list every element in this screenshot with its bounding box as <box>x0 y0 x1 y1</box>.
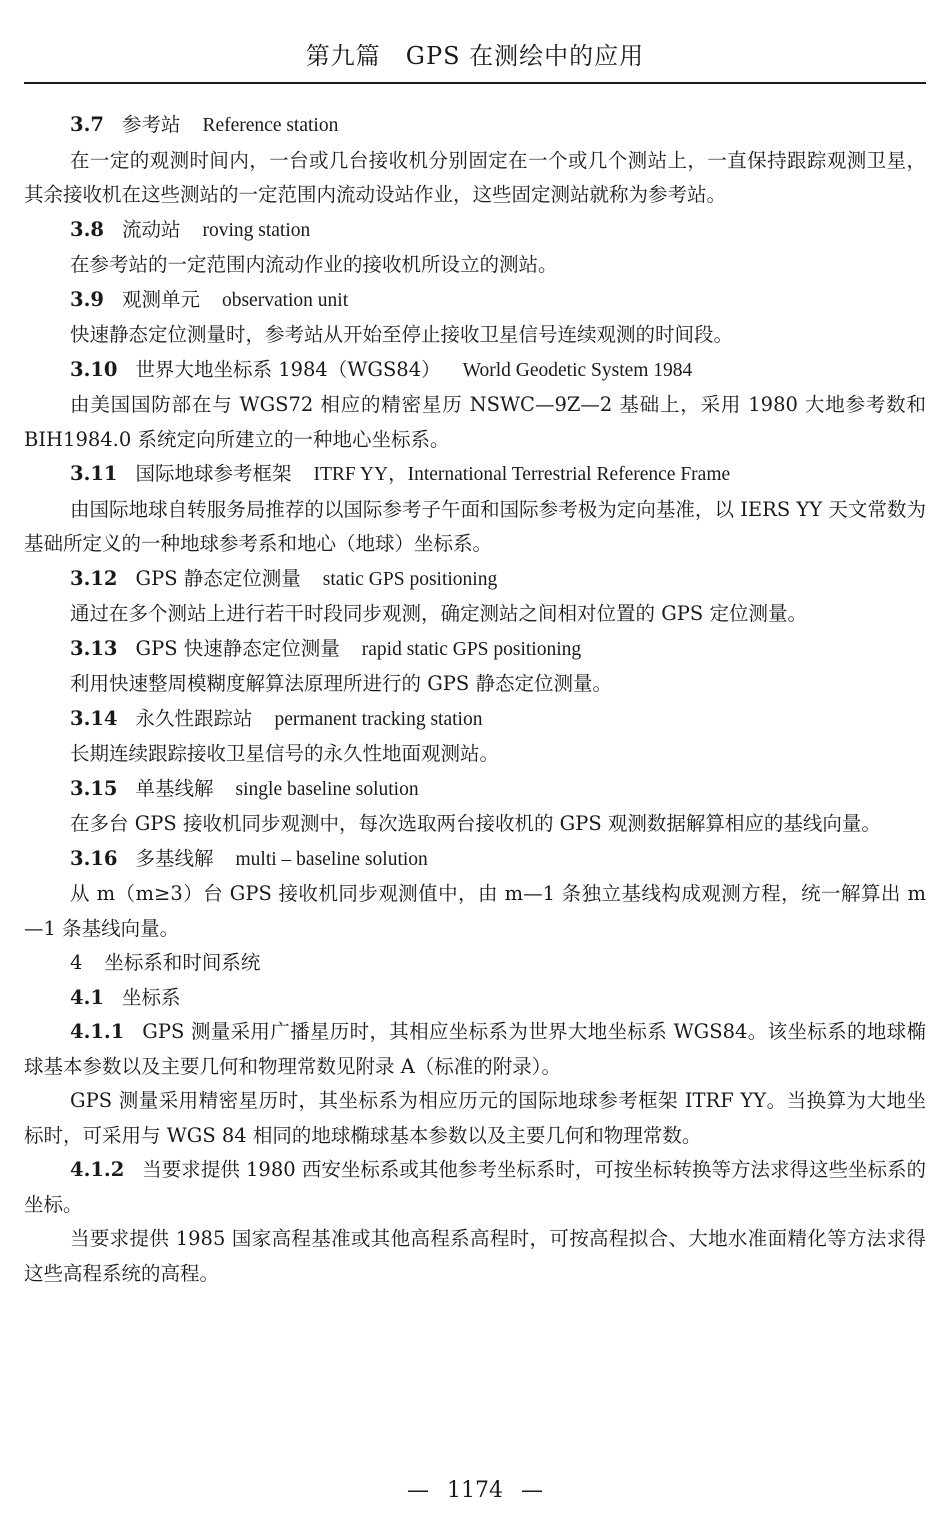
term-chinese: 多基线解 <box>135 846 214 870</box>
term-english: observation unit <box>221 289 349 311</box>
page-number: 1174 <box>447 1478 503 1503</box>
page-footer <box>0 1478 950 1503</box>
term-entry <box>24 562 926 632</box>
term-number: 3.10 <box>70 357 118 381</box>
term-number: 3.8 <box>70 217 104 241</box>
term-number: 3.12 <box>70 566 118 590</box>
term-entry <box>24 842 926 947</box>
clause-paragraph <box>24 1015 926 1084</box>
term-entry <box>24 702 926 772</box>
term-number: 3.7 <box>70 113 104 136</box>
term-number: 3.16 <box>70 846 118 870</box>
term-heading <box>24 283 926 319</box>
term-heading <box>24 353 926 389</box>
term-chinese: GPS 快速静态定位测量 <box>135 636 340 660</box>
term-chinese: 流动站 <box>121 217 181 241</box>
term-english: multi – baseline solution <box>235 848 428 870</box>
term-english: static GPS positioning <box>322 568 498 590</box>
document-body <box>24 108 926 1291</box>
subsection-heading <box>24 981 926 1016</box>
subsection-number: 4.1 <box>70 985 104 1009</box>
term-number: 3.11 <box>70 462 118 485</box>
term-entry <box>24 632 926 702</box>
term-number: 3.9 <box>70 287 104 311</box>
subsection-title: 坐标系 <box>121 985 181 1009</box>
clause-paragraph <box>24 1153 926 1222</box>
term-entry <box>24 213 926 283</box>
term-english: World Geodetic System 1984 <box>462 359 693 381</box>
term-heading <box>24 632 926 668</box>
term-number: 3.13 <box>70 636 118 660</box>
clause-number: 4.1.2 <box>70 1158 125 1181</box>
header-rule <box>24 82 926 84</box>
term-chinese: 世界大地坐标系 1984（WGS84） <box>135 357 441 381</box>
term-definition: 长期连续跟踪接收卫星信号的永久性地面观测站。 <box>70 742 500 765</box>
term-english: ITRF YY，International Terrestrial Reference Frame <box>313 464 731 485</box>
term-heading <box>24 457 926 493</box>
term-entry <box>24 283 926 353</box>
term-english: permanent tracking station <box>274 708 483 730</box>
term-definition: 利用快速整周模糊度解算法原理所进行的 GPS 静态定位测量。 <box>70 672 612 695</box>
term-entry <box>24 457 926 562</box>
clause-text: GPS 测量采用广播星历时，其相应坐标系为世界大地坐标系 WGS84。该坐标系的地球椭球基本参数以及主要几何和物理常数见附录 A（标准的附录）。 <box>24 1020 926 1078</box>
term-definition: 由国际地球自转服务局推荐的以国际参考子午面和国际参考极为定向基准，以 IERS YY 天文常数为基础所定义的一种地球参考系和地心（地球）坐标系。 <box>24 497 926 555</box>
term-chinese: 单基线解 <box>135 776 214 800</box>
term-english: rapid static GPS positioning <box>361 638 582 660</box>
section-title: 坐标系和时间系统 <box>104 951 261 974</box>
term-chinese: 永久性跟踪站 <box>135 706 253 730</box>
term-chinese: 参考站 <box>121 113 181 136</box>
term-heading <box>24 562 926 598</box>
term-definition: 在多台 GPS 接收机同步观测中，每次选取两台接收机的 GPS 观测数据解算相应的基线向量。 <box>70 812 881 835</box>
term-chinese: 国际地球参考框架 <box>135 462 292 485</box>
footer-dash-left: — <box>407 1478 429 1503</box>
term-number: 3.15 <box>70 776 118 800</box>
term-heading <box>24 108 926 144</box>
section-heading <box>24 946 926 981</box>
term-chinese: GPS 静态定位测量 <box>135 566 301 590</box>
clause-text: 当要求提供 1980 西安坐标系或其他参考坐标系时，可按坐标转换等方法求得这些坐标系的坐标。 <box>24 1158 926 1216</box>
footer-dash-right: — <box>521 1478 543 1503</box>
clause-number: 4.1.1 <box>70 1020 125 1043</box>
term-heading <box>24 702 926 738</box>
term-definition: 快速静态定位测量时，参考站从开始至停止接收卫星信号连续观测的时间段。 <box>70 323 734 346</box>
term-definition: 从 m（m≥3）台 GPS 接收机同步观测值中，由 m—1 条独立基线构成观测方程，统一解算出 m—1 条基线向量。 <box>24 882 926 940</box>
term-definition: 通过在多个测站上进行若干时段同步观测，确定测站之间相对位置的 GPS 定位测量。 <box>70 602 807 625</box>
term-entry <box>24 772 926 842</box>
term-chinese: 观测单元 <box>121 287 200 311</box>
paragraph: GPS 测量采用精密星历时，其坐标系为相应历元的国际地球参考框架 ITRF YY。当换算为大地坐标时，可采用与 WGS 84 相同的地球椭球基本参数以及主要几何和物理常数。 <box>24 1089 926 1147</box>
page-header: 第九篇 GPS 在测绘中的应用 <box>305 42 645 70</box>
term-definition: 在参考站的一定范围内流动作业的接收机所设立的测站。 <box>70 253 558 276</box>
term-definition: 由美国国防部在与 WGS72 相应的精密星历 NSWC—9Z—2 基础上，采用 1980 大地参考数和 BIH1984.0 系统定向所建立的一种地心坐标系。 <box>24 393 926 451</box>
term-heading <box>24 772 926 808</box>
term-english: Reference station <box>202 115 339 136</box>
term-definition: 在一定的观测时间内，一台或几台接收机分别固定在一个或几个测站上，一直保持跟踪观测卫星，其余接收机在这些测站的一定范围内流动设站作业，这些固定测站就称为参考站。 <box>24 148 926 206</box>
term-heading <box>24 842 926 878</box>
term-number: 3.14 <box>70 706 118 730</box>
section-number: 4 <box>70 951 83 974</box>
term-entry <box>24 353 926 458</box>
term-english: roving station <box>202 219 311 241</box>
paragraph: 当要求提供 1985 国家高程基准或其他高程系高程时，可按高程拟合、大地水准面精化等方法求得这些高程系统的高程。 <box>24 1227 926 1285</box>
term-entry <box>24 108 926 213</box>
term-english: single baseline solution <box>235 778 419 800</box>
term-heading <box>24 213 926 249</box>
